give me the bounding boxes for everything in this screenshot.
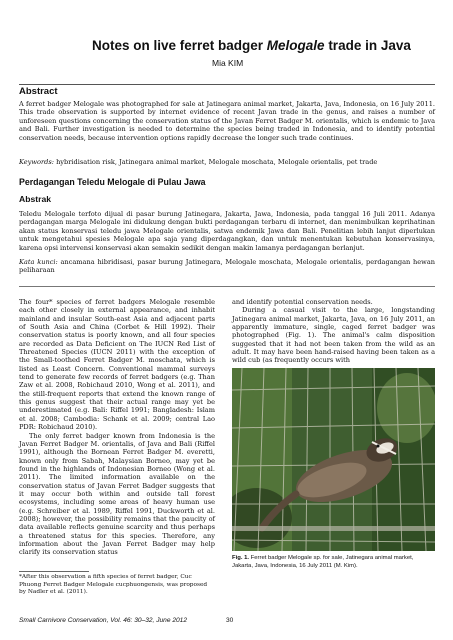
ferret-badger-photo [232,368,435,551]
footnote-divider [19,571,89,572]
figure-photo [232,368,435,551]
indonesian-title: Perdagangan Teledu Melogale di Pulau Jawa [19,177,206,187]
author-name: Mia KIM [212,58,244,68]
abstrak-heading: Abstrak [19,194,51,204]
footnote: *After this observation a fifth species of ferret badger, Cuc Phuong Ferret Badger Melogale cucphuongensis, was proposed by Nadler et al. (2011). [19,574,208,596]
abstract-indonesian: Teledu Melogale terfoto dijual di pasar burung Jatinegara, Jakarta, Jawa, Indonesia, pada tanggal 16 Juli 2011. Adanya perdagangan marga Melogale ini didukung dengan bukti perdagangan terbaru di internet, dan menimbulkan keprihatinan akan status konservasi teledu jawa Melogale orientalis, satwa endemik Jawa dan Bali. Penelitian lebih lanjut diperlukan untuk mengetahui spesies Melogale apa saja yang diperdagangkan, dan untuk menentukan kebutuhan konservasinya, karena opsi intervensi konservasi akan semakin sedikit dengan makin lamanya perdagangan berlanjut. [19,210,435,252]
body-right-column [232,298,435,365]
article-title: Notes on live ferret badger Melogale trade in Java [92,38,411,53]
page-number: 30 [226,617,234,624]
abstract-english: A ferret badger Melogale was photographed for sale at Jatinegara animal market, Jakarta, Java, Indonesia, on 16 July 2011. This trade observation is supported by internet evidence of recent Javan trade in the genus, and raises a number of unforeseen questions concerning the conservation status of the Javan Ferret Badger M. orientalis, which is endemic to Java and Bali. Further investigation is needed to determine the species being traded in Indonesia, and to identify potential conservation needs, because intervention options rapidly decrease the longer such trade continues. [19,100,435,142]
keywords-english: Keywords: hybridisation risk, Jatinegara animal market, Melogale moschata, Melogale orientalis, pet trade [19,158,378,166]
abstract-heading: Abstract [19,86,58,97]
figure-caption: Fig. 1. Ferret badger Melogale sp. for sale, Jatinegara animal market, Jakarta, Java, Indonesia, 16 July 2011 (M. Kim). [232,555,414,569]
body-left-column [19,298,215,557]
keywords-indonesian: Kata kunci: ancamana hibridisasi, pasar burung Jatinegara, Melogale moschata, Melogale orientalis, perdagangan hewan peliharaan [19,258,436,275]
title-divider [19,84,435,85]
body-paragraph: The only ferret badger known from Indonesia is the Javan Ferret Badger M. orientalis, of Java and Bali (Riffel 1991), although the Bornean Ferret Badger M. everetti, known only from Sabah, Malaysian Borneo, may yet be found in the highlands of Indonesian Borneo (Wong et al. 2011). The limited information available on the conservation status of Javan Ferret Badger suggests that it may occur both within and outside tall forest ecosystems, including some areas of heavy human use (e.g. Schreiber et al. 1989, Riffel 1991, Duckworth et al. 2008); however, the possibility remains that the paucity of data available reflects genuine scarcity and thus perhaps a threatened status for this species. Therefore, any information about the Javan Ferret Badger may help clarify its conservation status [19,431,215,557]
body-paragraph: During a casual visit to the large, longstanding Jatinegara animal market, Jakarta, Java, on 16 July 2011, an apparently immature, single, caged ferret badger was photographed (Fig. 1). The animal's calm disposition suggested that it had not been taken from the wild as an adult. It may have been hand-raised having been taken as a wild cub (as frequently occurs with [232,306,435,365]
body-paragraph: The four* species of ferret badgers Melogale resemble each other closely in external appearance, and inhabit mainland and insular South-east Asia and adjacent parts of South Asia and China (Corbet & Hill 1992). Their conservation status is poorly known, and all four species are recorded as Data Deficient on The IUCN Red List of Threatened Species (IUCN 2011) with the exception of the Small-toothed Ferret Badger M. moschata, which is listed as Least Concern. Conventional mammal surveys tend to generate few records of ferret badgers (e.g. Than Zaw et al. 2008, Robichaud 2010, Wong et al. 2011), and the still-frequent reports that extend the known range of this genus suggest that their actual range may yet be underestimated (e.g. Bali: Riffel 1991; Bangladesh: Islam et al. 2008; Cambodia: Schank et al. 2009; central Lao PDR: Robichaud 2010). [19,298,215,432]
section-divider [19,286,435,287]
journal-footer: Small Carnivore Conservation, Vol. 46: 30–32, June 2012 [19,617,187,624]
body-paragraph: and identify potential conservation needs. [232,298,373,306]
